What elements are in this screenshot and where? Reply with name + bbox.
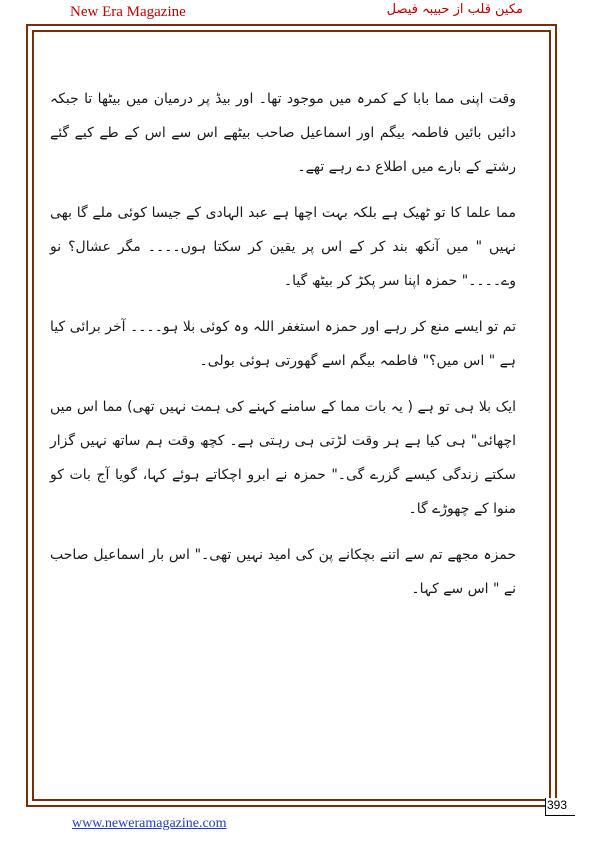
- page-number: 393: [545, 798, 575, 816]
- paragraph: مما علما کا تو ٹھیک ہے بلکہ بہت اچھا ہے عبد الہادی کے جیسا کوئی ملے گا بھی نہیں " میں آنکھ بند کر کے اس پر یقین کر سکتا ہوں۔۔۔۔ مگر عشال؟ نو وے۔۔۔۔" حمزہ اپنا سر پکڑ کر بیٹھ گیا۔: [50, 205, 516, 289]
- paragraph: ایک بلا ہی تو ہے ( یہ بات مما کے سامنے کہنے کی ہمت نہیں تھی) مما اس میں اچھائی" ہی کیا ہے ہر وقت لڑتی ہی رہتی ہے۔ کچھ وقت ہم ساتھ نہیں گزار سکتے زندگی کیسے گزرے گی۔" حمزہ نے ابرو اچکاتے ہوئے کہا، گویا آج بات کو منوا کے چھوڑے گا۔: [50, 399, 516, 517]
- magazine-name: New Era Magazine: [70, 4, 186, 20]
- paragraph: حمزہ مجھے تم سے اتنے بچکانے پن کی امید نہیں تھی۔" اس بار اسماعیل صاحب نے " اس سے کہا۔: [50, 547, 516, 597]
- article-body: [50, 82, 516, 618]
- paragraph: وقت اپنی مما بابا کے کمرہ میں موجود تھا۔ اور بیڈ پر درمیان میں بیٹھا تا جبکہ دائیں بائیں فاطمہ بیگم اور اسماعیل صاحب بیٹھے اس سے اس کے طے کیے گئے رشتے کے بارے میں اطلاع دے رہے تھے۔: [50, 91, 516, 175]
- paragraph: تم تو ایسے منع کر رہے اور حمزہ استغفر اللہ وہ کوئی بلا ہو۔۔۔۔ آخر برائی کیا ہے " اس میں؟" فاطمہ بیگم اسے گھورتی ہوئی بولی۔: [50, 319, 516, 369]
- title-author: مکین قلب از حبیبہ فیصل: [386, 2, 523, 17]
- website-link[interactable]: www.neweramagazine.com: [72, 816, 227, 831]
